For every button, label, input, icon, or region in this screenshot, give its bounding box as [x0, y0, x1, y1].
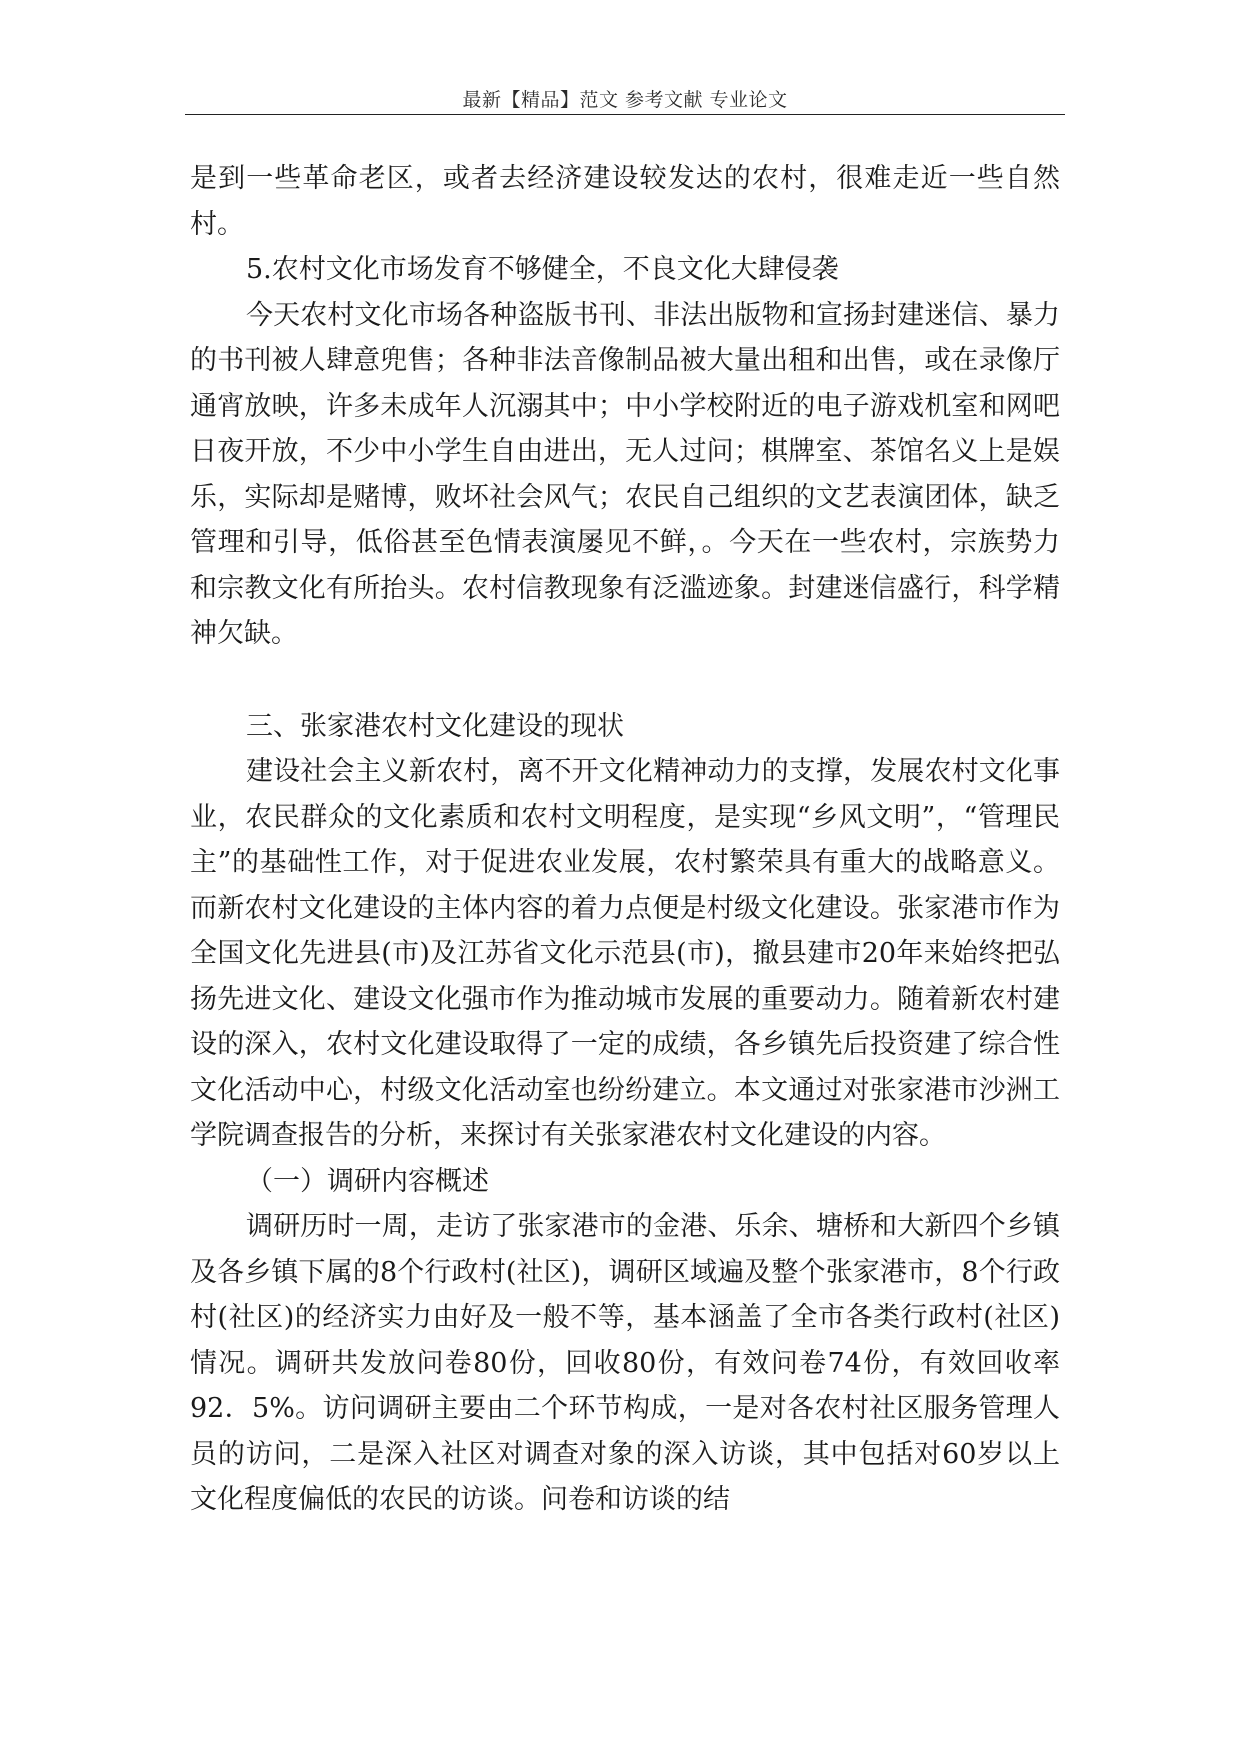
subheading-research-overview: （一）调研内容概述	[246, 1165, 489, 1197]
paragraph-current-status: 建设社会主义新农村，离不开文化精神动力的支撑，发展农村文化事业，农民群众的文化素质和农村文明程度，是实现“乡风文明”，“管理民主”的基础性工作，对于促进农业发展，农村繁荣具有重大的战略意义。而新农村文化建设的主体内容的着力点便是村级文化建设。张家港市作为全国文化先进县(市)及江苏省文化示范县(市)，撤县建市20年来始终把弘扬先进文化、建设文化强市作为推动城市发展的重要动力。随着新农村建设的深入，农村文化建设取得了一定的成绩，各乡镇先后投资建了综合性文化活动中心，村级文化活动室也纷纷建立。本文通过对张家港市沙洲工学院调查报告的分析，来探讨有关张家港农村文化建设的内容。	[190, 756, 1060, 1151]
document-body	[190, 156, 1060, 1523]
paragraph-research-details: 调研历时一周，走访了张家港市的金港、乐余、塘桥和大新四个乡镇及各乡镇下属的8个行政村(社区)，调研区域遍及整个张家港市，8个行政村(社区)的经济实力由好及一般不等，基本涵盖了全市各类行政村(社区)情况。调研共发放问卷80份，回收80份，有效问卷74份，有效回收率92．5%。访问调研主要由二个环节构成，一是对各农村社区服务管理人员的访问，二是深入社区对调查对象的深入访谈，其中包括对60岁以上文化程度偏低的农民的访谈。问卷和访谈的结	[190, 1211, 1060, 1515]
paragraph-market-issues: 今天农村文化市场各种盗版书刊、非法出版物和宣扬封建迷信、暴力的书刊被人肆意兜售；各种非法音像制品被大量出租和出售，或在录像厅通宵放映，许多未成年人沉溺其中；中小学校附近的电子游戏机室和网吧日夜开放，不少中小学生自由进出，无人过问；棋牌室、茶馆名义上是娱乐，实际却是赌博，败坏社会风气；农民自己组织的文艺表演团体，缺乏管理和引导，低俗甚至色情表演屡见不鲜，。今天在一些农村，宗族势力和宗教文化有所抬头。农村信教现象有泛滥迹象。封建迷信盛行，科学精神欠缺。	[190, 299, 1060, 649]
section-heading-3: 三、张家港农村文化建设的现状	[246, 710, 624, 742]
subheading-5: 5.农村文化市场发育不够健全，不良文化大肆侵袭	[246, 254, 839, 285]
paragraph-continuation: 是到一些革命老区，或者去经济建设较发达的农村，很难走近一些自然村。	[190, 163, 1060, 240]
section-spacer	[190, 657, 1060, 704]
header-divider	[185, 114, 1065, 115]
running-header: 最新【精品】范文 参考文献 专业论文	[462, 89, 788, 111]
